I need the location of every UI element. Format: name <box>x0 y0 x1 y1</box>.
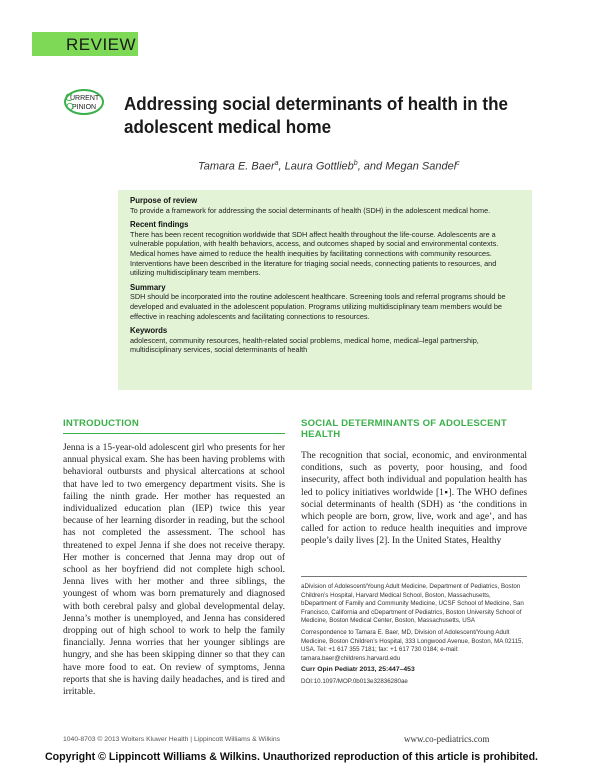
copyright-notice: Copyright © Lippincott Williams & Wilkins. Unauthorized reproduction of this article is prohibited. <box>45 751 539 763</box>
review-tab-label: REVIEW <box>66 35 137 54</box>
left-column <box>63 418 285 698</box>
summary-heading: Summary <box>130 282 166 292</box>
svg-text:URRENT: URRENT <box>70 95 100 102</box>
purpose-heading: Purpose of review <box>130 196 198 205</box>
svg-text:C: C <box>65 92 73 104</box>
affiliation-marker: c <box>456 160 460 167</box>
author-name: Megan Sandel <box>385 160 457 173</box>
author-name: Laura Gottlieb <box>284 160 354 173</box>
article-title: Addressing social determinants of health in the adolescent medical home <box>124 93 508 137</box>
affiliation-marker: a <box>274 160 279 167</box>
author-name: Tamara E. Baer <box>198 160 275 173</box>
journal-citation: Curr Opin Pediatr 2013, 25:447–453 <box>301 666 415 674</box>
author-list: Tamara E. Baer$^a$, Laura Gottlieb$^b$, and Megan Sandel$^c$ <box>198 160 460 173</box>
review-section-tab <box>32 32 138 56</box>
sdh-heading: SOCIAL DETERMINANTS OF ADOLESCENT HEALTH <box>301 418 507 440</box>
findings-heading: Recent findings <box>130 220 189 230</box>
journal-url[interactable]: www.co-pediatrics.com <box>404 734 490 744</box>
sdh-text: The recognition that social, economic, and environmental conditions, such as poverty, poor housing, and food insecurity, affect both individual and population health has led to policy initiatives worldwide [1▪]. The WHO defines social determinants of health (SDH) as ‘the conditions in which people are born, grow, live, work and age’, and has called for action to reduce health inequities and improve people’s daily lives [2]. In the United States, Healthy <box>301 451 527 547</box>
purpose-text: To provide a framework for addressing the social determinants of health (SDH) in the adolescent medical home. <box>130 205 491 215</box>
affiliation-marker: b <box>353 160 358 167</box>
svg-text:O: O <box>66 102 74 113</box>
abstract-box <box>118 190 532 390</box>
doi-line: DOI:10.1097/MOP.0b013e32836280ae <box>301 677 408 685</box>
introduction-heading: INTRODUCTION <box>63 418 285 434</box>
correspondence-note: Correspondence to Tamara E. Baer, MD, Division of Adolescent/Young Adult Medicine, Boston Children’s Hospital, 333 Longwood Avenue, Boston, MA 02115, USA. Tel: +1 617 355 7181; fax: +1 617 730 0184; e-mail: tamara.baer@childrens.harvard.edu <box>301 628 524 662</box>
affiliations-note: aDivision of Adolescent/Young Adult Medicine, Department of Pediatrics, Boston Children’s Hospital, Harvard Medical School, Boston, Massachusetts, bDepartment of Family and Community Medicine, UCSF School of Medicine, San Francisco, California and cDepartment of Pediatrics, Boston University School of Medicine, Boston Medical Center, Boston, Massachusetts, USA <box>301 583 524 625</box>
footer-issn: 1040-8703 © 2013 Wolters Kluwer Health | Lippincott Williams & Wilkins <box>63 736 281 743</box>
right-column <box>301 418 527 548</box>
current-opinion-logo <box>62 88 112 116</box>
introduction-text: Jenna is a 15-year-old adolescent girl who presents for her annual physical exam. She has been having problems with behavioral outbursts and physical altercations at school that have led to two emergency department visits. She is failing the ninth grade. Her mother has requested an individualized education plan (IEP) twice this year because of her learning disorder in reading, but the school has not completed the assessment. The school has threatened to expel Jenna if she does not receive therapy. Her mother is concerned that Jenna may drop out of school as her boyfriend did not complete high school. Jenna lives with her mother and three siblings, the youngest of whom was born prematurely and diagnosed with both cerebral palsy and global developmental delay. Jenna’s mother is unemployed, and Jenna has considered dropping out of high school to work to help the family financially. Jenna worries that her younger siblings are hungry, and she has been skipping dinner so that they can have more food to eat. On review of symptoms, Jenna reports that she is having daily headaches, and is tired and irritable. <box>63 443 285 698</box>
keywords-text: adolescent, community resources, health-related social problems, medical home, medical–legal partnership, multidisciplinary services, social determinants of health <box>130 335 479 355</box>
findings-text: There has been recent recognition worldwide that SDH affect health throughout the life-course. Adolescents are a vulnerable population, with health behaviors, access, and outcomes shaped by social and environmental contexts. Medical homes have aimed to reduce the health inequities by facilitating connections with community resources. Interventions have been described in the literature for triaging social needs, connecting patients to resources, and utilizing multidisciplinary team members. <box>130 229 499 278</box>
summary-text: SDH should be incorporated into the routine adolescent healthcare. Screening tools and referral programs should be developed and evaluated in the adolescent population. Programs utilizing multidisciplinary team members would be effective in reaching adolescents and facilitating connections to resources. <box>130 292 506 321</box>
footnotes <box>301 576 527 690</box>
keywords-heading: Keywords <box>130 326 168 336</box>
svg-text:PINION: PINION <box>72 104 97 111</box>
